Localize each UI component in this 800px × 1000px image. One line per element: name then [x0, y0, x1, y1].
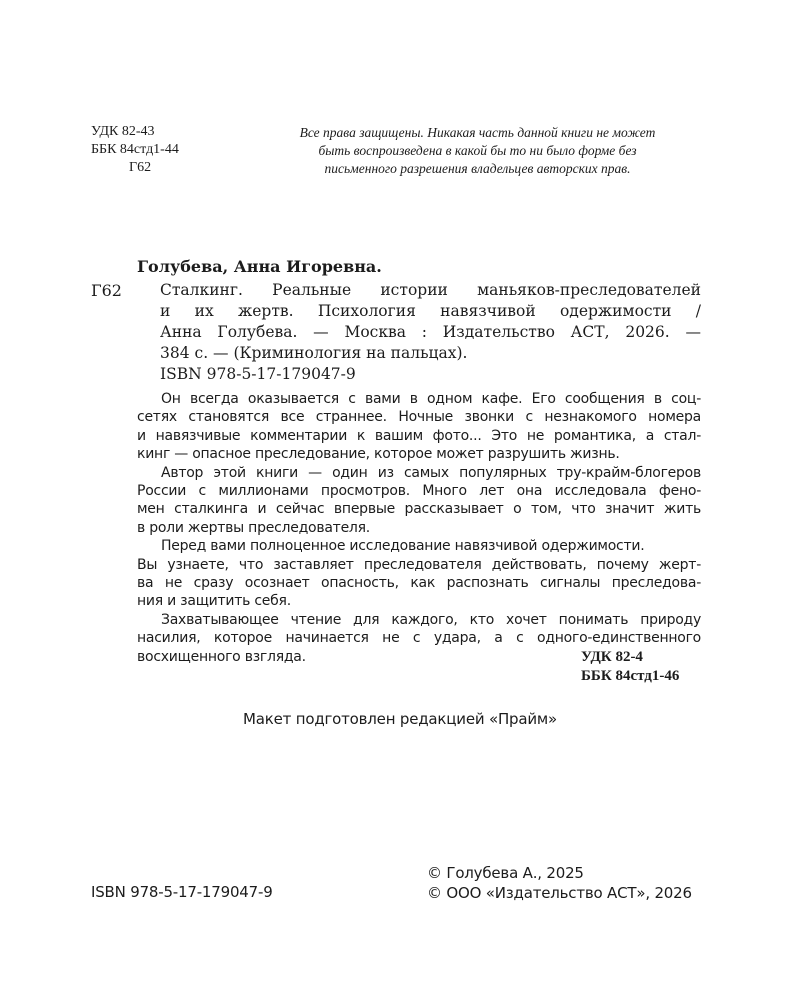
description-line: 384 с. — (Криминология на пальцах). [160, 344, 468, 362]
annotation-line: Вы узнаете, что заставляет преследователя действовать, почему жерт- [137, 556, 701, 573]
copyright-publisher: © ООО «Издательство АСТ», 2026 [427, 883, 692, 902]
annotation-line: восхищенного взгляда. [137, 648, 306, 665]
annotation-line: мен сталкинга и сейчас впервые рассказывает о том, что значит жить [137, 501, 701, 518]
layout-credit: Макет подготовлен редакцией «Прайм» [243, 710, 557, 728]
description-line: Сталкинг. Реальные истории маньяков-преследователей [160, 281, 701, 299]
udk-code: УДК 82-4 [581, 649, 643, 665]
annotation-line: Захватывающее чтение для каждого, кто хочет понимать природу [161, 611, 701, 628]
description-line: Анна Голубева. — Москва : Издательство АСТ, 2026. — [160, 323, 701, 341]
annotation-line: и навязчивые комментарии к вашим фото... Это не романтика, а стал- [137, 427, 701, 444]
annotation-line: Перед вами полноценное исследование навязчивой одержимости. [161, 538, 645, 555]
bbk-code: ББК 84стд1-46 [581, 668, 680, 684]
annotation-line: ва не сразу осознает опасность, как распознать сигналы преследова- [137, 575, 701, 592]
rights-line: Все права защищены. Никакая часть данной книги не может [299, 125, 656, 140]
author-sign-bibliographic: Г62 [91, 281, 122, 300]
annotation-line: Он всегда оказывается с вами в одном кафе. Его сообщения в соц- [161, 391, 701, 407]
bibliographic-description [160, 280, 701, 364]
bbk-code: ББК 84стд1-44 [91, 142, 179, 157]
classification-codes-bottom [581, 648, 679, 686]
classification-codes-top [91, 123, 179, 177]
isbn: ISBN 978-5-17-179047-9 [160, 365, 356, 383]
udk-code: УДК 82-43 [91, 124, 155, 139]
annotation-line: сетях становятся все страннее. Ночные звонки с незнакомого номера [137, 409, 701, 426]
annotation-line: России с миллионами просмотров. Много лет она исследовала фено- [137, 483, 701, 500]
rights-line: быть воспроизведена в какой бы то ни было форме без [318, 143, 637, 158]
annotation-line: ния и защитить себя. [137, 593, 291, 610]
copyright-author: © Голубева А., 2025 [427, 864, 584, 882]
annotation-line: насилия, которое начинается не с удара, а с одного-единственного [137, 630, 701, 647]
description-line: и их жертв. Психология навязчивой одержимости / [160, 302, 701, 320]
annotation [137, 390, 701, 666]
isbn-footer: ISBN 978-5-17-179047-9 [91, 883, 273, 901]
annotation-line: Автор этой книги — один из самых популярных тру-крайм-блогеров [161, 464, 701, 481]
copyright-block [427, 864, 692, 903]
rights-notice [255, 124, 700, 178]
annotation-line: кинг — опасное преследование, которое может разрушить жизнь. [137, 446, 620, 463]
author-heading: Голубева, Анна Игоревна. [137, 257, 382, 276]
annotation-line: в роли жертвы преследователя. [137, 519, 370, 536]
rights-line: письменного разрешения владельцев авторских прав. [324, 161, 631, 176]
author-sign: Г62 [129, 160, 152, 175]
